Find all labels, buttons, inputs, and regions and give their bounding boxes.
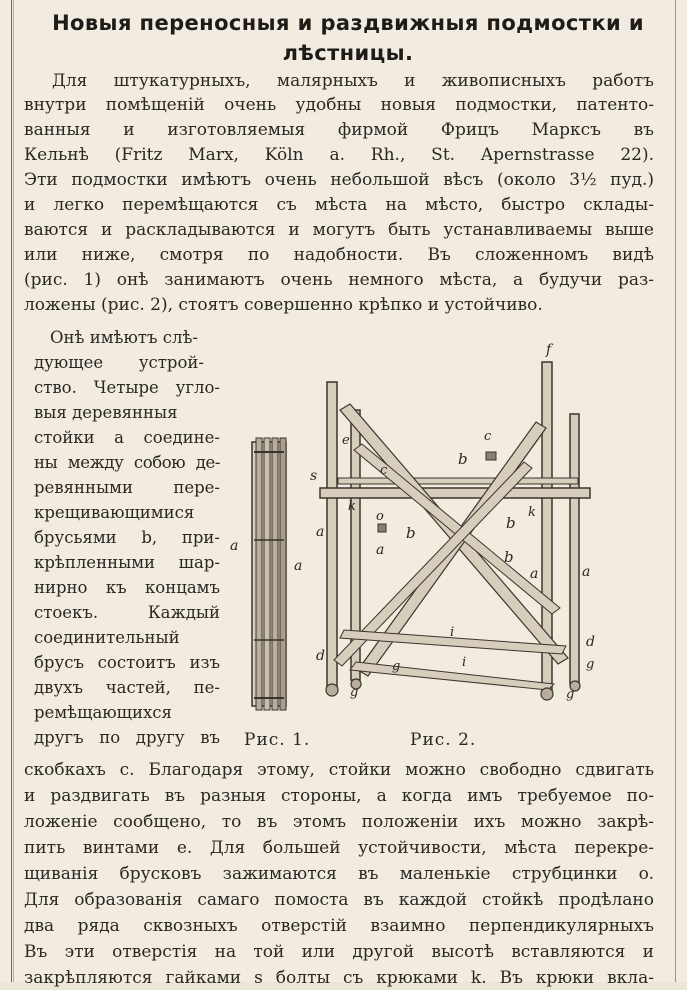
para1-line-2: внутри помѣщеній очень удобны новыя подмостки, патенто-: [24, 95, 654, 115]
article-title: [28, 8, 668, 68]
fig2-label-a-inner-right: a: [530, 566, 539, 582]
para2-line-4: пить винтами e. Для большей устойчивости, мѣста перекре-: [24, 838, 654, 858]
fig2-label-b-top: b: [458, 450, 468, 468]
para2-line-6: Для образованія самаго помоста въ каждой стойкѣ продѣлано: [24, 890, 654, 910]
para2-line-8: Въ эти отверстія на той или другой высотѣ вставляются и: [24, 942, 654, 962]
para2-line-2: и раздвигать въ разныя стороны, а когда имъ требуемое по-: [24, 786, 654, 806]
para1-line-8: или ниже, смотря по надобности. Въ сложенномъ видѣ: [24, 245, 654, 265]
fig1-label-a-right: a: [294, 558, 303, 574]
fig2-label-o: o: [376, 509, 384, 524]
figure-1-caption: Рис. 1.: [244, 730, 311, 750]
para1-line-7: ваются и раскладываются и могутъ быть устанавливаемы выше: [24, 220, 654, 240]
fig2-label-d-left: d: [316, 648, 325, 664]
para2-line-9: закрѣпляются гайками s болты съ крюками k. Въ крюки вкла-: [24, 968, 654, 988]
left-col-line-6: ны между собою де-: [34, 453, 220, 472]
fig2-label-a-right: a: [582, 564, 591, 580]
fig2-label-e: e: [342, 433, 350, 448]
fig2-label-s: s: [310, 468, 318, 484]
fig2-label-k-right: k: [528, 505, 536, 520]
left-col-line-10: крѣпленными шар-: [34, 553, 220, 572]
left-col-line-2: дующее устрой-: [34, 353, 204, 372]
left-border-rule: [11, 0, 12, 982]
left-col-line-17: другъ по другу въ: [34, 728, 220, 747]
para1-line-4: Кельнѣ (Fritz Marx, Köln a. Rh., St. Apernstrasse 22).: [24, 145, 654, 165]
fig2-label-f: f: [546, 342, 552, 358]
left-col-line-9: брусьями b, при-: [34, 528, 220, 547]
para1-line-9: (рис. 1) онѣ занимаютъ очень немного мѣста, а будучи раз-: [24, 270, 654, 290]
folded-scaffold-drawing: [252, 438, 286, 710]
left-col-line-11: нирно къ концамъ: [34, 578, 220, 597]
left-col-line-7: ревянными пере-: [34, 478, 220, 497]
left-col-line-16: ремѣщающихся: [34, 703, 172, 722]
left-col-line-5: стойки a соедине-: [34, 428, 220, 447]
fig2-label-d-right: d: [586, 634, 595, 650]
title-line-1: Новыя переносныя и раздвижныя подмостки и: [52, 11, 644, 35]
para1-line-1: Для штукатурныхъ, малярныхъ и живописныхъ работъ: [52, 71, 654, 91]
fig2-label-c-left: c: [380, 463, 388, 478]
fig2-label-g-bottom-left: g: [350, 685, 359, 700]
fig2-label-a-left: a: [316, 524, 325, 540]
left-border-rule-inner: [13, 0, 14, 982]
title-line-2: лѣстницы.: [282, 41, 414, 65]
para2-line-7: два ряда сквозныхъ отверстій взаимно перпендикулярныхъ: [24, 916, 654, 936]
unfolded-scaffold-drawing: [320, 362, 590, 700]
left-col-line-13: соединительный: [34, 628, 180, 647]
para1-line-3: ванныя и изготовляемыя фирмой Фрицъ Марксъ въ: [24, 120, 654, 140]
fig2-label-k-left: k: [348, 499, 356, 514]
fig2-label-c-right: c: [484, 429, 492, 444]
figure-2-caption: Рис. 2.: [410, 730, 477, 750]
left-col-line-4: выя деревянныя: [34, 403, 178, 422]
right-border-rule: [675, 0, 676, 982]
left-col-line-3: ство. Четыре угло-: [34, 378, 220, 397]
fig2-label-b-right: b: [506, 514, 516, 532]
left-col-line-14: брусъ состоитъ изъ: [34, 653, 220, 672]
fig2-label-i-lower: i: [462, 655, 467, 670]
para1-line-10: ложены (рис. 2), стоятъ совершенно крѣпко и устойчиво.: [24, 295, 543, 315]
left-col-line-12: стоекъ. Каждый: [34, 603, 220, 622]
left-col-line-8: крещивающимися: [34, 503, 195, 522]
para1-line-6: и легко перемѣщаются съ мѣста на мѣсто, быстро склады-: [24, 195, 654, 215]
para1-line-5: Эти подмостки имѣютъ очень небольшой вѣсъ (около 3½ пуд.): [24, 170, 654, 190]
fig2-label-b-mid: b: [406, 524, 416, 542]
para2-line-3: ложеніе сообщено, то въ этомъ положеніи ихъ можно закрѣ-: [24, 812, 654, 832]
left-col-line-15: двухъ частей, пе-: [34, 678, 220, 697]
left-col-line-1: Онѣ имѣютъ слѣ-: [50, 328, 198, 347]
scaffold-figures: [230, 340, 670, 758]
fig1-label-a-left: a: [230, 538, 239, 554]
fig2-label-g-right: g: [586, 657, 595, 672]
fig2-label-g-left: g: [392, 659, 401, 674]
fig2-label-a-mid: a: [376, 542, 385, 558]
fig2-label-i-upper: i: [450, 625, 455, 640]
para2-line-1: скобкахъ c. Благодаря этому, стойки можно свободно сдвигать: [24, 760, 654, 780]
fig2-label-b-lower: b: [504, 548, 514, 566]
fig2-label-g-bottom-right: g: [566, 687, 575, 702]
para2-line-5: щиванія брусковъ зажимаются въ маленькіе струбцинки o.: [24, 864, 654, 884]
